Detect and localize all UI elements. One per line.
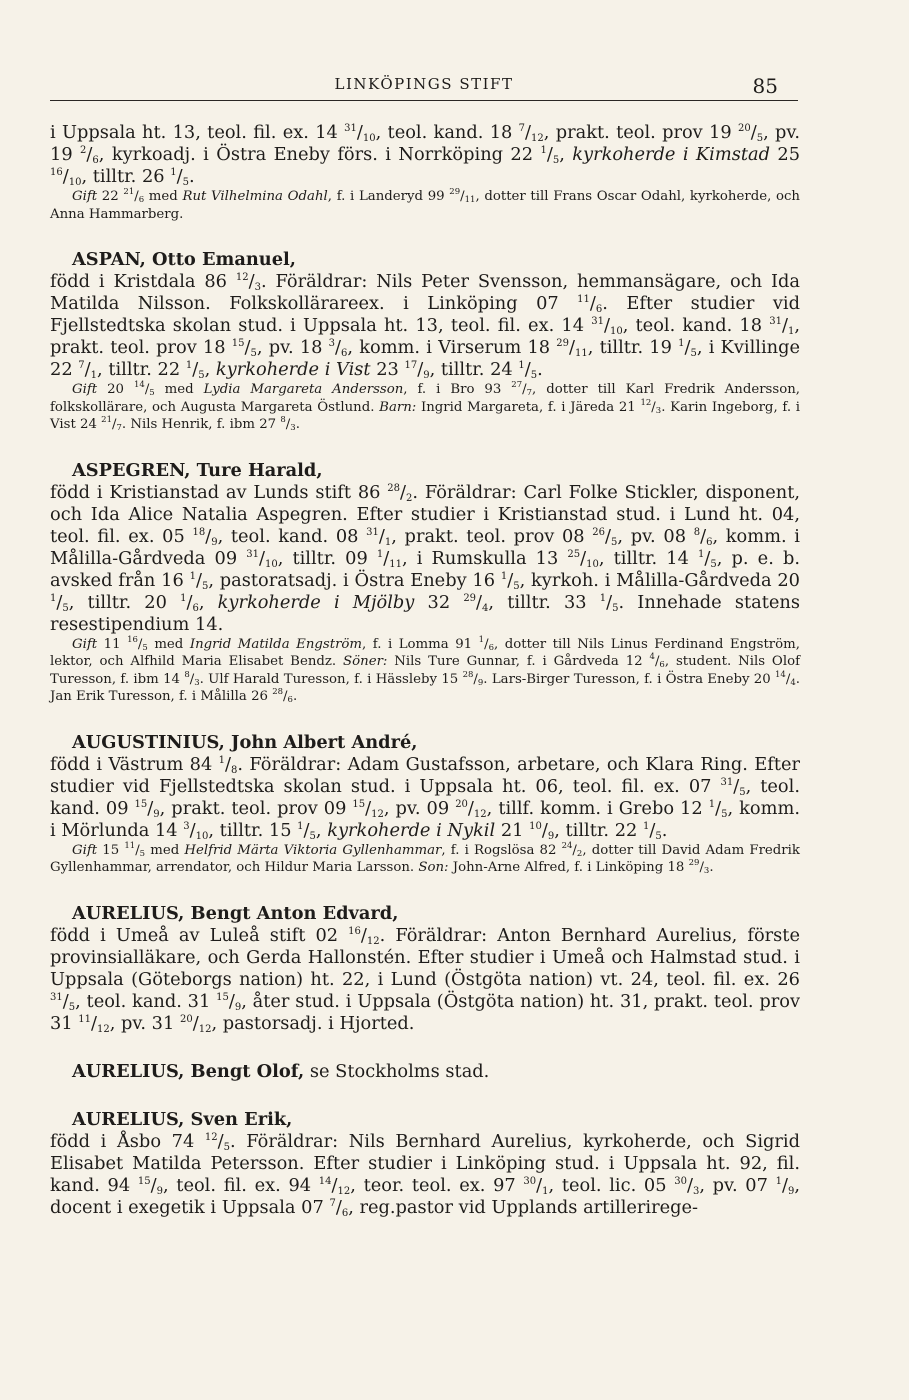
entry-continuation <box>50 122 800 223</box>
entry-name: AUGUSTINIUS, John Albert André, <box>72 731 418 753</box>
entry-bio: i Uppsala ht. 13, teol. fil. ex. 14 $^{31}/_{10}$, teol. kand. 18 $^7/_{12}$, prakt. teol. prov 19 $^{20}/_5$, pv. 19 $^2/_6$, kyrkoadj. i Östra Eneby förs. i Norrköping 22 $^1/_5$, kyrkoherde i Kimstad 25 $^{16}/_{10}$, tilltr. 26 $^1/_5$. <box>50 122 801 188</box>
entry-family: Gift 22 $^{21}/_6$ med Rut Vilhelmina Odahl, f. i Landeryd 99 $^{29}/_{11}$, dotter till Frans Oscar Odahl, kyrkoherde, och Anna Hammarberg. <box>50 187 801 222</box>
entry-family: Gift 11 $^{16}/_5$ med Ingrid Matilda Engström, f. i Lomma 91 $^1/_6$, dotter till Nils Linus Ferdinand Engström, lektor, och Alfhild Maria Elisabet Bendz. Söner: Nils Ture Gunnar, f. i Gårdveda 12 $^4/_6$, student. Nils Olof Turesson, f. ibm 14 $^8/_3$. Ulf Harald Turesson, f. i Hässleby 15 $^{28}/_9$. Lars-Birger Turesson, f. i Östra Eneby 20 $^{14}/_4$. Jan Erik Turesson, f. i Målilla 26 $^{28}/_6$. <box>50 634 800 705</box>
entry-bio: född i Kristdala 86 $^{12}/_3$. Föräldrar: Nils Peter Svensson, hemmansägare, och Ida Matilda Nilsson. Folkskollärareex. i Linköping 07 $^{11}/_6$. Efter studier vid Fjellstedtska skolan stud. i Uppsala ht. 13, teol. fil. ex. 14 $^{31}/_{10}$, teol. kand. 18 $^{31}/_1$, prakt. teol. prov 18 $^{15}/_5$, pv. 18 $^3/_6$, komm. i Virserum 18 $^{29}/_{11}$, tilltr. 19 $^1/_5$, i Kvillinge 22 $^7/_1$, tilltr. 22 $^1/_5$, kyrkoherde i Vist 23 $^{17}/_9$, tilltr. 24 $^1/_5$. <box>50 271 800 381</box>
entry-family: Gift 15 $^{11}/_5$ med Helfrid Märta Viktoria Gyllenhammar, f. i Rogslösa 82 $^{24}/_2$, dotter till David Adam Fredrik Gyllenhammar, arrendator, och Hildur Maria Larsson. Son: John-Arne Alfred, f. i Linköping 18 $^{29}/_3$. <box>50 840 800 876</box>
entry-aurelius-bengt-olof <box>50 1061 800 1083</box>
entry-name: ASPEGREN, Ture Harald, <box>72 459 323 481</box>
entry-bio: född i Umeå av Luleå stift 02 $^{16}/_{12}$. Föräldrar: Anton Bernhard Aurelius, förste provinsialläkare, och Gerda Hallonstén. Efter studier i Umeå och Halmstad stud. i Uppsala (Göteborgs nation) ht. 22, i Lund (Östgöta nation) vt. 24, teol. fil. ex. 26 $^{31}/_5$, teol. kand. 31 $^{15}/_9$, åter stud. i Uppsala (Östgöta nation) ht. 31, prakt. teol. prov 31 $^{11}/_{12}$, pv. 31 $^{20}/_{12}$, pastorsadj. i Hjorted. <box>50 924 800 1035</box>
entry-bio: se Stockholms stad. <box>309 1060 490 1082</box>
entry-name: AURELIUS, Bengt Olof, <box>72 1060 305 1082</box>
entry-aspan <box>50 249 800 434</box>
page-number: 85 <box>752 74 778 98</box>
entry-name: AURELIUS, Bengt Anton Edvard, <box>72 902 399 924</box>
entry-name: AURELIUS, Sven Erik, <box>72 1108 293 1130</box>
text-body <box>50 122 800 1219</box>
running-title: LINKÖPINGS STIFT <box>334 75 514 93</box>
entry-bio: född i Västrum 84 $^1/_8$. Föräldrar: Adam Gustafsson, arbetare, och Klara Ring. Efter studier vid Fjellstedtska skolan stud. i Uppsala ht. 06, teol. fil. ex. 07 $^{31}/_5$, teol. kand. 09 $^{15}/_9$, prakt. teol. prov 09 $^{15}/_{12}$, pv. 09 $^{20}/_{12}$, tillf. komm. i Grebo 12 $^1/_5$, komm. i Mörlunda 14 $^3/_{10}$, tilltr. 15 $^1/_5$, kyrkoherde i Nykil 21 $^{10}/_9$, tilltr. 22 $^1/_5$. <box>50 753 800 842</box>
entry-aurelius-bengt-anton <box>50 903 800 1035</box>
entry-family: Gift 20 $^{14}/_5$ med Lydia Margareta Andersson, f. i Bro 93 $^{27}/_7$, dotter till Karl Fredrik Andersson, folkskollärare, och Augusta Margareta Östlund. Barn: Ingrid Margareta, f. i Järeda 21 $^{12}/_3$. Karin Ingeborg, f. i Vist 24 $^{21}/_7$. Nils Henrik, f. ibm 27 $^8/_3$. <box>50 380 800 433</box>
entry-augustinius <box>50 732 800 877</box>
entry-aurelius-sven-erik <box>50 1109 800 1219</box>
entry-bio: född i Kristianstad av Lunds stift 86 $^{28}/_2$. Föräldrar: Carl Folke Stickler, disponent, och Ida Alice Natalia Aspegren. Efter studier i Kristianstad stud. i Lund ht. 04, teol. fil. ex. 05 $^{18}/_9$, teol. kand. 08 $^{31}/_1$, prakt. teol. prov 08 $^{26}/_5$, pv. 08 $^8/_6$, komm. i Målilla-Gårdveda 09 $^{31}/_{10}$, tilltr. 09 $^1/_{11}$, i Rumskulla 13 $^{25}/_{10}$, tilltr. 14 $^1/_5$, p. e. b. avsked från 16 $^1/_5$, pastoratsadj. i Östra Eneby 16 $^1/_5$, kyrkoh. i Målilla-Gårdveda 20 $^1/_5$, tilltr. 20 $^1/_6$, kyrkoherde i Mjölby 32 $^{29}/_4$, tilltr. 33 $^1/_5$. Innehade statens resestipendium 14. <box>50 481 800 635</box>
entry-name: ASPAN, Otto Emanuel, <box>72 249 296 270</box>
entry-aspegren <box>50 460 800 706</box>
running-header <box>50 66 798 101</box>
entry-bio: född i Åsbo 74 $^{12}/_5$. Föräldrar: Nils Bernhard Aurelius, kyrkoherde, och Sigrid Elisabet Matilda Petersson. Efter studier i Linköping stud. i Uppsala ht. 92, fil. kand. 94 $^{15}/_9$, teol. fil. ex. 94 $^{14}/_{12}$, teor. teol. ex. 97 $^{30}/_1$, teol. lic. 05 $^{30}/_3$, pv. 07 $^1/_9$, docent i exegetik i Uppsala 07 $^7/_6$, reg.pastor vid Upplands artillerirege- <box>50 1130 801 1219</box>
